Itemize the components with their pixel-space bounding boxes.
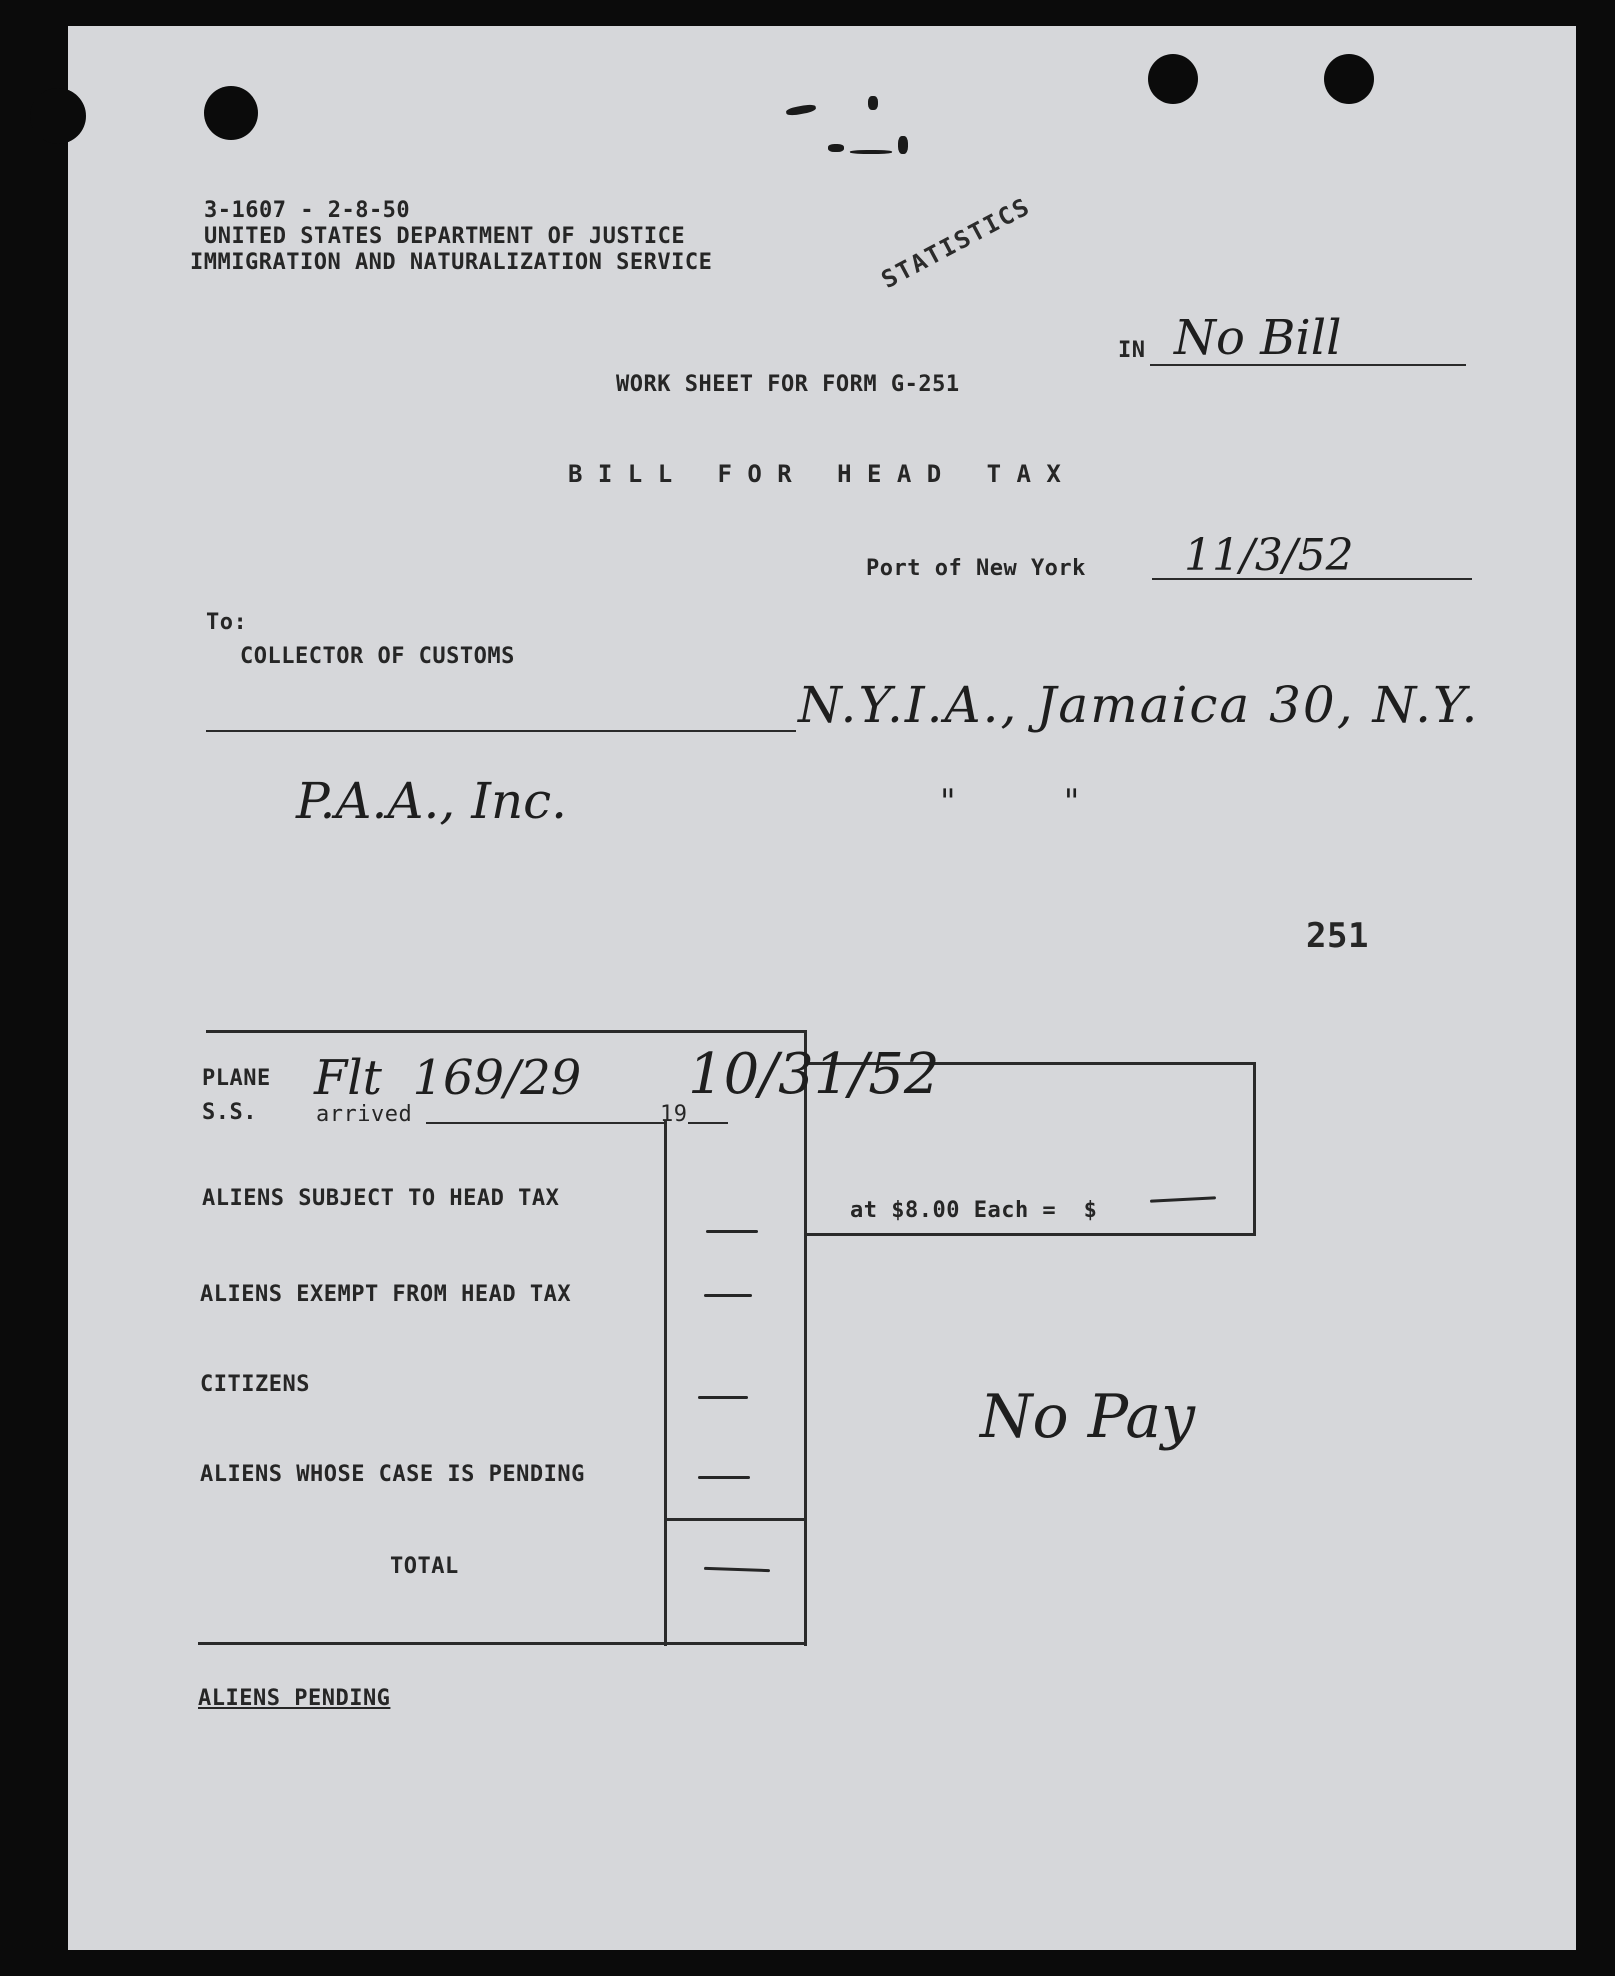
arrived-label: arrived [316,1102,413,1127]
collector-underline [206,730,796,732]
row-label-pending: ALIENS WHOSE CASE IS PENDING [200,1462,585,1487]
service-name: IMMIGRATION AND NATURALIZATION SERVICE [190,250,713,275]
department-name: UNITED STATES DEPARTMENT OF JUSTICE [204,224,686,249]
ss-label: S.S. [202,1100,257,1125]
flight-number: Flt 169/29 [314,1050,582,1106]
total-label: TOTAL [390,1554,459,1579]
punch-hole [1148,54,1198,104]
statistics-stamp: STATISTICS [876,192,1036,294]
punch-hole [30,88,86,144]
punch-hole [204,86,258,140]
no-pay-note: No Pay [980,1382,1196,1452]
in-value: No Bill [1174,310,1342,366]
row-value-subject [706,1230,758,1233]
ink-smudge [850,150,892,154]
ink-smudge [786,103,817,116]
to-label: To: [206,610,248,635]
row-value-pending [698,1476,750,1479]
worksheet-title: WORK SHEET FOR FORM G-251 [616,372,960,397]
arrival-date: 10/31/52 [688,1042,940,1107]
punch-hole [1324,54,1374,104]
row-value-citizens [698,1396,748,1399]
ink-smudge [898,136,908,154]
document-page [68,26,1576,1950]
arrived-underline [426,1122,666,1124]
row-label-exempt: ALIENS EXEMPT FROM HEAD TAX [200,1282,572,1307]
bill-title: B I L L F O R H E A D T A X [568,460,1062,488]
aliens-pending-label: ALIENS PENDING [198,1686,391,1711]
row-label-subject: ALIENS SUBJECT TO HEAD TAX [202,1186,560,1211]
plane-label: PLANE [202,1066,271,1091]
carrier-name: P.A.A., Inc. [296,772,568,830]
total-value [704,1567,770,1572]
date-underline [688,1122,728,1124]
ditto-marks: " " [940,782,1080,822]
rate-label: at $8.00 Each = $ [850,1198,1098,1223]
port-date: 11/3/52 [1184,530,1354,581]
in-label: IN [1118,338,1146,363]
form-code: 3-1607 - 2-8-50 [204,198,411,223]
collector-label: COLLECTOR OF CUSTOMS [240,644,515,669]
row-value-exempt [704,1294,752,1297]
ink-smudge [828,144,844,152]
table-top-rule [206,1030,806,1033]
table-total-rule [664,1518,807,1521]
table-column-rule [664,1120,667,1646]
row-label-citizens: CITIZENS [200,1372,310,1397]
port-label: Port of New York [866,556,1086,581]
ink-smudge [868,96,878,110]
form-number: 251 [1306,916,1369,956]
collector-location: N.Y.I.A., Jamaica 30, N.Y. [798,676,1480,734]
year-prefix: 19 [660,1102,688,1127]
table-bottom-rule [198,1642,806,1645]
